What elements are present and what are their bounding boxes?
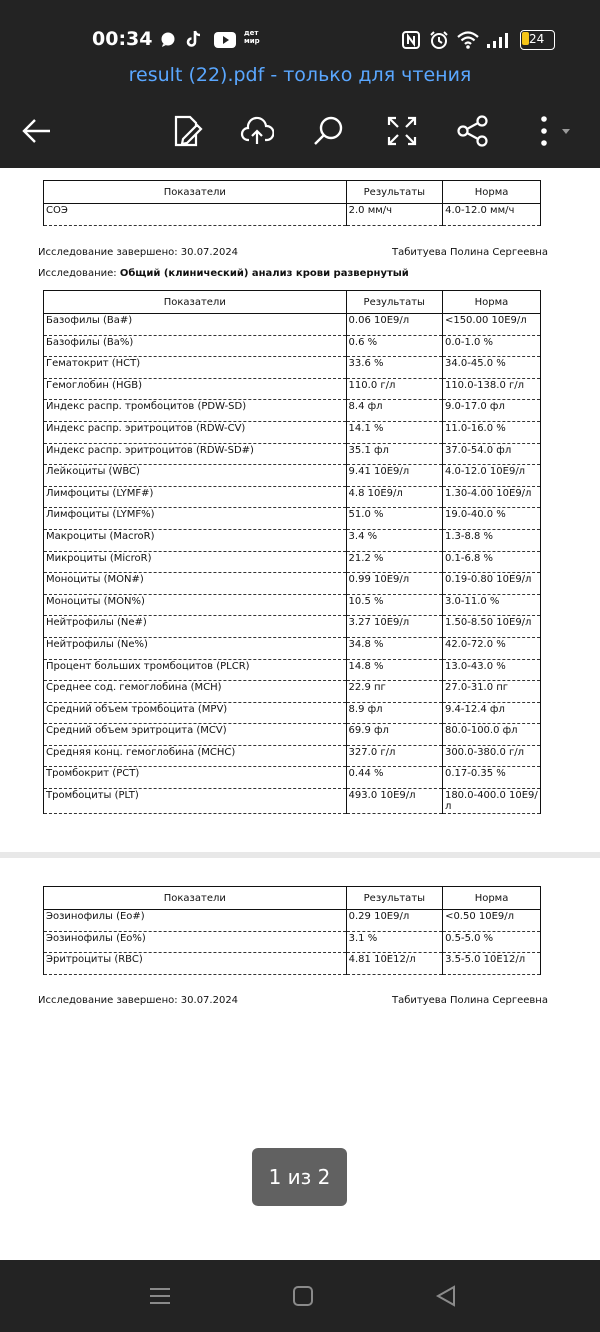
parameter-name: Средний объем тромбоцита (MPV) <box>44 702 347 724</box>
table-row <box>44 594 541 616</box>
edit-document-icon[interactable] <box>170 114 204 148</box>
table-row <box>44 335 541 357</box>
result-value: 0.29 10E9/л <box>346 910 442 932</box>
reference-range: 110.0-138.0 г/л <box>442 378 540 400</box>
reference-range: 0.19-0.80 10E9/л <box>442 573 540 595</box>
result-value: 4.81 10E12/л <box>346 953 442 975</box>
parameter-name: Индекс распр. эритроцитов (RDW-SD#) <box>44 443 347 465</box>
result-value: 3.4 % <box>346 529 442 551</box>
reference-range: 11.0-16.0 % <box>442 421 540 443</box>
table-row <box>44 931 541 953</box>
reference-range: 34.0-45.0 % <box>442 357 540 379</box>
reference-range: 80.0-100.0 фл <box>442 724 540 746</box>
column-header: Результаты <box>346 887 442 910</box>
reference-range: 3.0-11.0 % <box>442 594 540 616</box>
reference-range: 0.1-6.8 % <box>442 551 540 573</box>
parameter-name: Нейтрофилы (Ne#) <box>44 616 347 638</box>
parameter-name: Эозинофилы (Eo%) <box>44 931 347 953</box>
app-header <box>0 0 600 168</box>
column-header: Результаты <box>346 181 442 204</box>
parameter-name: Индекс распр. тромбоцитов (PDW-SD) <box>44 400 347 422</box>
table-row <box>44 659 541 681</box>
reference-range: 0.17-0.35 % <box>442 767 540 789</box>
column-header: Норма <box>442 291 540 314</box>
table-row <box>44 953 541 975</box>
parameter-name: Процент больших тромбоцитов (PLCR) <box>44 659 347 681</box>
reference-range: 1.3-8.8 % <box>442 529 540 551</box>
result-value: 2.0 мм/ч <box>346 204 442 226</box>
search-icon[interactable] <box>312 114 346 148</box>
table-row <box>44 486 541 508</box>
blood-test-table <box>43 290 541 814</box>
parameter-name: Лимфоциты (LYMF#) <box>44 486 347 508</box>
reference-range: 9.0-17.0 фл <box>442 400 540 422</box>
result-value: 51.0 % <box>346 508 442 530</box>
performer-name-2: Табитуева Полина Сергеевна <box>392 995 548 1006</box>
more-options-icon[interactable] <box>530 114 580 148</box>
tiktok-icon <box>186 30 202 49</box>
esr-table <box>43 180 541 226</box>
table-row <box>44 378 541 400</box>
fullscreen-icon[interactable] <box>385 114 419 148</box>
page-indicator: 1 из 2 <box>252 1148 347 1206</box>
table-row <box>44 637 541 659</box>
share-icon[interactable] <box>456 114 490 148</box>
result-value: 493.0 10E9/л <box>346 789 442 814</box>
result-value: 0.06 10E9/л <box>346 314 442 336</box>
clock: 00:34 <box>92 28 153 50</box>
blood-test-table-continued <box>43 886 541 975</box>
parameter-name: Эритроциты (RBC) <box>44 953 347 975</box>
parameter-name: Базофилы (Ba%) <box>44 335 347 357</box>
result-value: 0.44 % <box>346 767 442 789</box>
result-value: 14.8 % <box>346 659 442 681</box>
table-row <box>44 508 541 530</box>
table-row <box>44 681 541 703</box>
reference-range: 3.5-5.0 10E12/л <box>443 953 541 975</box>
parameter-name: Микроциты (MicroR) <box>44 551 347 573</box>
parameter-name: СОЭ <box>44 204 347 226</box>
brand-badge-label: дет мир <box>244 29 260 45</box>
reference-range: <150.00 10E9/л <box>442 314 540 336</box>
parameter-name: Тромбоциты (PLT) <box>44 789 347 814</box>
result-value: 21.2 % <box>346 551 442 573</box>
result-value: 3.27 10E9/л <box>346 616 442 638</box>
parameter-name: Моноциты (MON%) <box>44 594 347 616</box>
column-header: Норма <box>443 181 541 204</box>
reference-range: 19.0-40.0 % <box>442 508 540 530</box>
battery-level: 24 <box>529 32 545 46</box>
result-value: 35.1 фл <box>346 443 442 465</box>
table-row <box>44 204 541 226</box>
table-row <box>44 745 541 767</box>
performer-name: Табитуева Полина Сергеевна <box>392 247 548 258</box>
reference-range: 9.4-12.4 фл <box>442 702 540 724</box>
table-header-row <box>44 291 541 314</box>
reference-range: 13.0-43.0 % <box>442 659 540 681</box>
table-row <box>44 767 541 789</box>
result-value: 4.8 10E9/л <box>346 486 442 508</box>
chat-bubble-icon <box>160 32 176 48</box>
parameter-name: Макроциты (MacroR) <box>44 529 347 551</box>
parameter-name: Базофилы (Ba#) <box>44 314 347 336</box>
result-value: 34.8 % <box>346 637 442 659</box>
column-header: Результаты <box>346 291 442 314</box>
alarm-icon <box>429 30 449 50</box>
table-row <box>44 702 541 724</box>
result-value: 0.6 % <box>346 335 442 357</box>
reference-range: 1.50-8.50 10E9/л <box>442 616 540 638</box>
table-row <box>44 551 541 573</box>
result-value: 0.99 10E9/л <box>346 573 442 595</box>
parameter-name: Лейкоциты (WBC) <box>44 465 347 487</box>
completion-date: Исследование завершено: 30.07.2024 <box>38 247 239 258</box>
result-value: 110.0 г/л <box>346 378 442 400</box>
menu-icon[interactable] <box>148 1284 172 1308</box>
table-row <box>44 789 541 814</box>
result-value: 327.0 г/л <box>346 745 442 767</box>
reference-range: 4.0-12.0 мм/ч <box>443 204 541 226</box>
result-value: 14.1 % <box>346 421 442 443</box>
page-separator <box>0 852 600 858</box>
status-bar <box>0 20 600 60</box>
reference-range: 0.5-5.0 % <box>443 931 541 953</box>
study-prefix: Исследование: <box>38 268 117 279</box>
result-value: 8.4 фл <box>346 400 442 422</box>
parameter-name: Средняя конц. гемоглобина (MCHC) <box>44 745 347 767</box>
signal-icon <box>486 31 514 49</box>
reference-range: 42.0-72.0 % <box>442 637 540 659</box>
cloud-upload-icon[interactable] <box>240 114 274 148</box>
column-header: Показатели <box>44 181 347 204</box>
battery-icon <box>520 30 555 50</box>
table-row <box>44 465 541 487</box>
reference-range: 27.0-31.0 пг <box>442 681 540 703</box>
parameter-name: Гемоглобин (HGB) <box>44 378 347 400</box>
column-header: Показатели <box>44 887 347 910</box>
table-row <box>44 529 541 551</box>
table-header-row <box>44 181 541 204</box>
parameter-name: Тромбокрит (PCT) <box>44 767 347 789</box>
back-arrow-icon[interactable] <box>20 114 54 148</box>
reference-range: <0.50 10E9/л <box>443 910 541 932</box>
table-row <box>44 421 541 443</box>
study-name: Общий (клинический) анализ крови развернутый <box>119 268 409 279</box>
table-row <box>44 616 541 638</box>
table-header-row <box>44 887 541 910</box>
table-row <box>44 724 541 746</box>
result-value: 33.6 % <box>346 357 442 379</box>
parameter-name: Моноциты (MON#) <box>44 573 347 595</box>
reference-range: 4.0-12.0 10E9/л <box>442 465 540 487</box>
result-value: 69.9 фл <box>346 724 442 746</box>
table-row <box>44 443 541 465</box>
result-value: 8.9 фл <box>346 702 442 724</box>
parameter-name: Гематокрит (HCT) <box>44 357 347 379</box>
home-icon[interactable] <box>291 1284 315 1308</box>
parameter-name: Нейтрофилы (Ne%) <box>44 637 347 659</box>
parameter-name: Средний объем эритроцита (MCV) <box>44 724 347 746</box>
reference-range: 37.0-54.0 фл <box>442 443 540 465</box>
completion-date-2: Исследование завершено: 30.07.2024 <box>38 995 239 1006</box>
document-title: result (22).pdf - только для чтения <box>128 64 472 86</box>
column-header: Норма <box>443 887 541 910</box>
table-row <box>44 357 541 379</box>
result-value: 10.5 % <box>346 594 442 616</box>
system-navigation-bar <box>0 1260 600 1332</box>
nfc-icon <box>402 31 420 49</box>
column-header: Показатели <box>44 291 347 314</box>
wifi-icon <box>456 30 480 50</box>
youtube-icon <box>214 32 236 48</box>
result-value: 3.1 % <box>346 931 442 953</box>
table-row <box>44 910 541 932</box>
reference-range: 0.0-1.0 % <box>442 335 540 357</box>
table-row <box>44 314 541 336</box>
parameter-name: Среднее сод. гемоглобина (MCH) <box>44 681 347 703</box>
result-value: 9.41 10E9/л <box>346 465 442 487</box>
parameter-name: Индекс распр. эритроцитов (RDW-CV) <box>44 421 347 443</box>
study-title <box>38 268 409 279</box>
reference-range: 300.0-380.0 г/л <box>442 745 540 767</box>
parameter-name: Лимфоциты (LYMF%) <box>44 508 347 530</box>
reference-range: 1.30-4.00 10E9/л <box>442 486 540 508</box>
toolbar <box>0 104 600 160</box>
result-value: 22.9 пг <box>346 681 442 703</box>
back-icon[interactable] <box>434 1284 458 1308</box>
table-row <box>44 400 541 422</box>
reference-range: 180.0-400.0 10E9/л <box>442 789 540 814</box>
table-row <box>44 573 541 595</box>
parameter-name: Эозинофилы (Eo#) <box>44 910 347 932</box>
